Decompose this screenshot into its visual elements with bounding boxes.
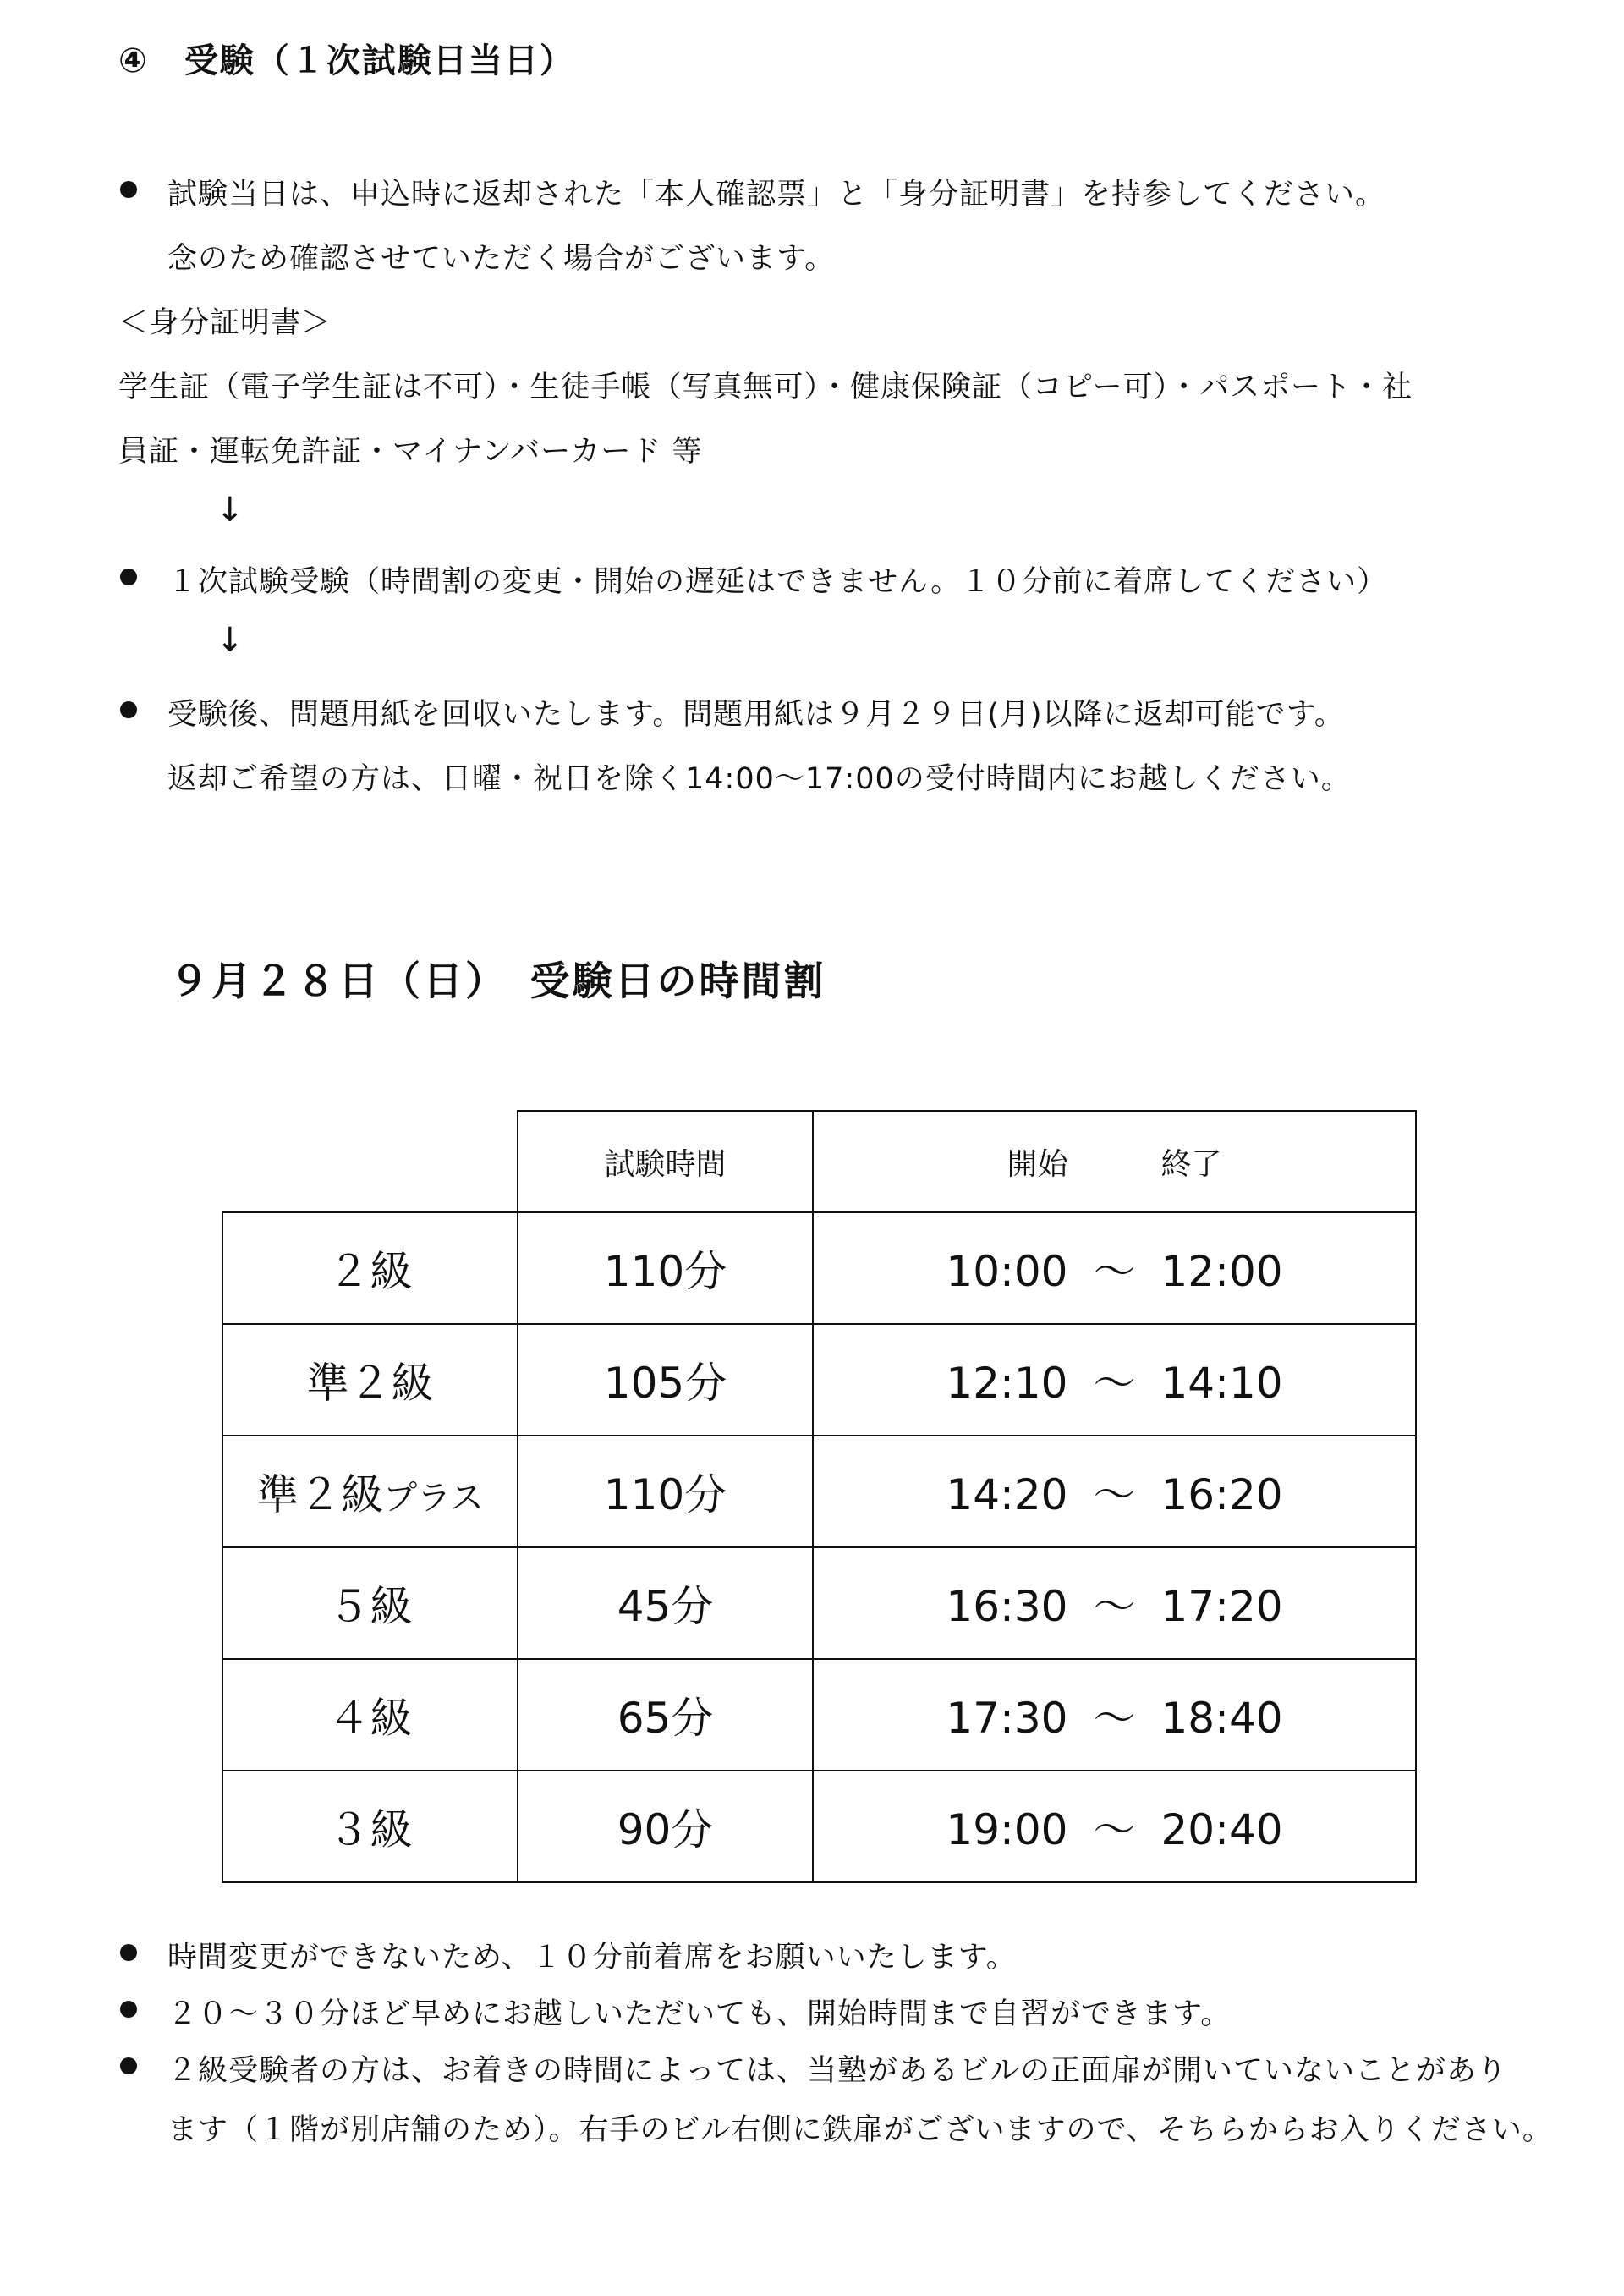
table-header-row bbox=[222, 1111, 1416, 1212]
start-time: 12:10 bbox=[946, 1359, 1068, 1408]
grade-label: 準２級 bbox=[256, 1470, 384, 1519]
grade-cell bbox=[222, 1771, 518, 1882]
table-row bbox=[222, 1659, 1416, 1771]
id-list-line-2: 員証・運転免許証・マイナンバーカード 等 bbox=[118, 435, 703, 469]
end-time: 16:20 bbox=[1160, 1470, 1283, 1519]
time-range-cell bbox=[813, 1212, 1416, 1324]
note-3-line-1: ２級受験者の方は、お着きの時間によっては、当塾があるビルの正面扉が開いていないことがあり bbox=[167, 2054, 1508, 2088]
time-range-cell bbox=[813, 1324, 1416, 1436]
id-heading: ＜身分証明書＞ bbox=[118, 306, 332, 340]
grade-cell bbox=[222, 1324, 518, 1436]
time-range-cell bbox=[813, 1436, 1416, 1547]
bullet-icon bbox=[120, 569, 137, 585]
duration-cell: 110分 bbox=[518, 1436, 813, 1547]
end-time: 14:10 bbox=[1160, 1359, 1283, 1408]
start-time: 14:20 bbox=[946, 1470, 1068, 1519]
end-time: 17:20 bbox=[1160, 1582, 1283, 1631]
duration-cell: 90分 bbox=[518, 1771, 813, 1882]
start-time: 10:00 bbox=[946, 1247, 1068, 1296]
time-separator: ～ bbox=[1093, 1582, 1136, 1631]
duration-cell: 105分 bbox=[518, 1324, 813, 1436]
bullet-icon bbox=[120, 2057, 137, 2074]
time-separator: ～ bbox=[1093, 1359, 1136, 1408]
time-range-cell bbox=[813, 1771, 1416, 1882]
grade-suffix: プラス bbox=[383, 1479, 484, 1518]
time-range-cell bbox=[813, 1659, 1416, 1771]
step-after-line-1: 受験後、問題用紙を回収いたします。問題用紙は９月２９日(月)以降に返却可能です。 bbox=[167, 698, 1345, 732]
grade-label: ５級 bbox=[327, 1582, 413, 1631]
time-separator: ～ bbox=[1093, 1694, 1136, 1743]
time-range-cell bbox=[813, 1547, 1416, 1659]
grade-cell bbox=[222, 1212, 518, 1324]
schedule-title: ９月２８日（日） 受験日の時間割 bbox=[169, 958, 826, 1005]
down-arrow-icon: ↓ bbox=[216, 491, 244, 530]
note-2: ２０～３０分ほど早めにお越しいただいても、開始時間まで自習ができます。 bbox=[167, 1997, 1232, 2031]
duration-cell: 45分 bbox=[518, 1547, 813, 1659]
end-time: 18:40 bbox=[1160, 1694, 1283, 1743]
grade-label: ２級 bbox=[327, 1247, 413, 1296]
time-separator: ～ bbox=[1093, 1247, 1136, 1296]
header-time bbox=[813, 1111, 1416, 1212]
grade-cell bbox=[222, 1659, 518, 1771]
duration-cell: 65分 bbox=[518, 1659, 813, 1771]
header-end: 終了 bbox=[1160, 1146, 1222, 1182]
start-time: 17:30 bbox=[946, 1694, 1068, 1743]
header-start: 開始 bbox=[1007, 1146, 1068, 1182]
step-after-line-2: 返却ご希望の方は、日曜・祝日を除く14:00～17:00の受付時間内にお越しください。 bbox=[167, 762, 1352, 796]
table-row bbox=[222, 1324, 1416, 1436]
duration-cell: 110分 bbox=[518, 1212, 813, 1324]
table-row bbox=[222, 1771, 1416, 1882]
schedule-table bbox=[222, 1110, 1417, 1883]
header-duration: 試験時間 bbox=[518, 1111, 813, 1212]
down-arrow-icon: ↓ bbox=[216, 621, 244, 660]
grade-label: ４級 bbox=[327, 1694, 413, 1743]
intro-line-1: 試験当日は、申込時に返却された「本人確認票」と「身分証明書」を持参してください。 bbox=[167, 178, 1386, 211]
grade-cell bbox=[222, 1436, 518, 1547]
start-time: 19:00 bbox=[946, 1805, 1068, 1854]
table-row bbox=[222, 1547, 1416, 1659]
table-header-blank bbox=[222, 1111, 518, 1212]
end-time: 20:40 bbox=[1160, 1805, 1283, 1854]
note-1: 時間変更ができないため、１０分前着席をお願いいたします。 bbox=[167, 1941, 1017, 1975]
table-row bbox=[222, 1436, 1416, 1547]
id-list-line-1: 学生証（電子学生証は不可）・生徒手帳（写真無可）・健康保険証（コピー可）・パスポート・社 bbox=[118, 371, 1413, 404]
table-row bbox=[222, 1212, 1416, 1324]
end-time: 12:00 bbox=[1160, 1247, 1283, 1296]
time-separator: ～ bbox=[1093, 1470, 1136, 1519]
grade-label: ３級 bbox=[327, 1805, 413, 1854]
time-separator: ～ bbox=[1093, 1805, 1136, 1854]
note-3-line-2: ます（１階が別店舗のため）。右手のビル右側に鉄扉がございますので、そちらからお入りください。 bbox=[167, 2113, 1553, 2147]
bullet-icon bbox=[120, 701, 137, 718]
grade-cell bbox=[222, 1547, 518, 1659]
start-time: 16:30 bbox=[946, 1582, 1068, 1631]
section-title: ④ 受験（１次試験日当日） bbox=[118, 41, 575, 80]
bullet-icon bbox=[120, 1944, 137, 1961]
intro-line-2: 念のため確認させていただく場合がございます。 bbox=[167, 242, 836, 276]
bullet-icon bbox=[120, 2001, 137, 2018]
step-exam-line: １次試験受験（時間割の変更・開始の遅延はできません。１０分前に着席してください） bbox=[167, 565, 1388, 599]
grade-label: 準２級 bbox=[306, 1359, 434, 1408]
bullet-icon bbox=[120, 181, 137, 198]
